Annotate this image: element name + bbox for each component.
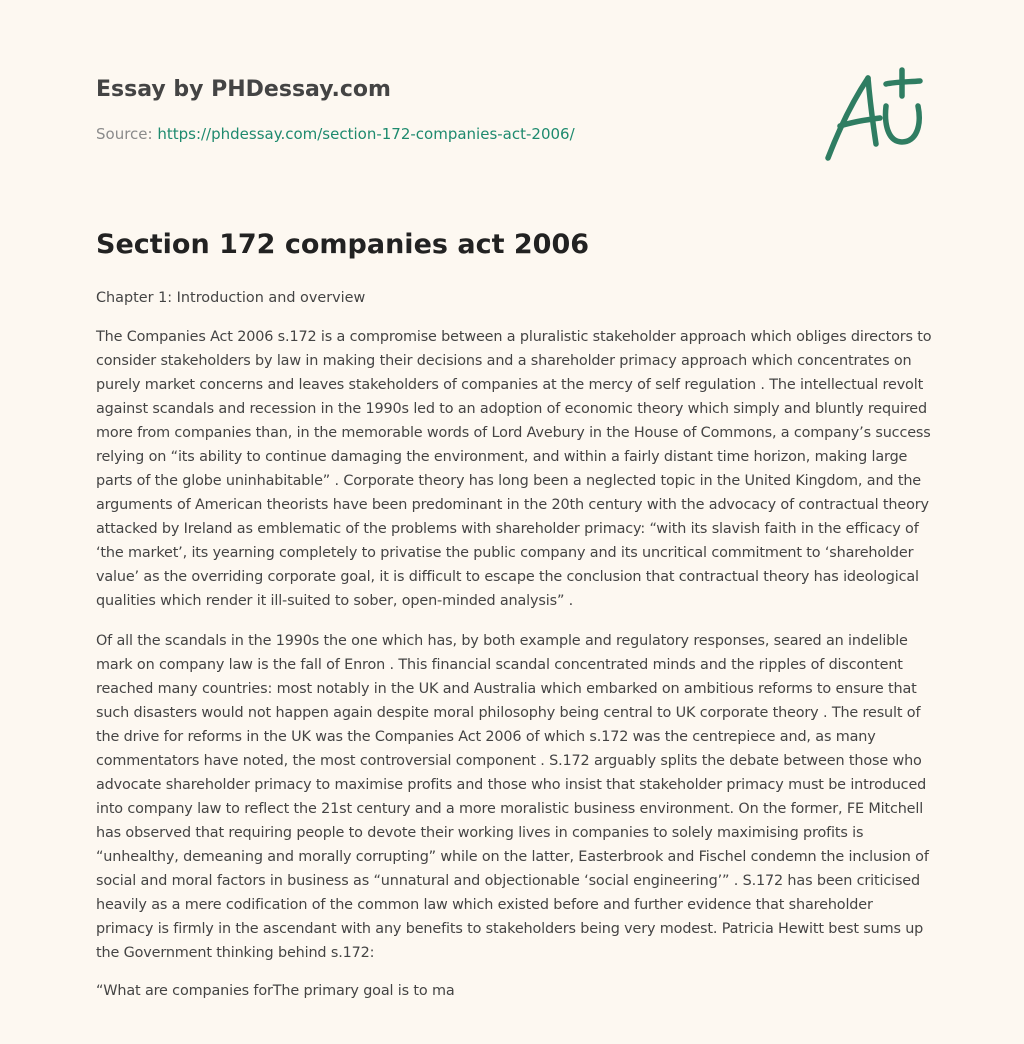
essay-paragraph: The Companies Act 2006 s.172 is a compromise between a pluralistic stakeholder approach which obliges directors to consider stakeholders by law in making their decisions and a shareholder primacy approach which concentrates on purely market concerns and leaves stakeholders of companies at the mercy of self regulation . The intellectual revolt against scandals and recession in the 1990s led to an adoption of economic theory which simply and bluntly required more from companies than, in the memorable words of Lord Avebury in the House of Commons, a company’s success relying on “its ability to continue damaging the environment, and within a fairly distant time horizon, making large parts of the globe uninhabitable” . Corporate theory has long been a neglected topic in the United Kingdom, and the arguments of American theorists have been predominant in the 20th century with the advocacy of contractual theory attacked by Ireland as emblematic of the problems with shareholder primacy: “with its slavish faith in the efficacy of ‘the market’, its yearning completely to privatise the public company and its uncritical commitment to ‘shareholder value’ as the overriding corporate goal, it is difficult to escape the conclusion that contractual theory has ideological qualities which render it ill-suited to sober, open-minded analysis” . — [96, 329, 932, 609]
essay-paragraph: Of all the scandals in the 1990s the one which has, by both example and regulatory responses, seared an indelible mark on company law is the fall of Enron . This financial scandal concentrated minds and the ripples of discontent reached many countries: most notably in the UK and Australia which embarked on ambitious reforms to ensure that such disasters would not happen again despite moral philosophy being central to UK corporate theory . The result of the drive for reforms in the UK was the Companies Act 2006 of which s.172 was the centrepiece and, as many commentators have noted, the most controversial component . S.172 arguably splits the debate between those who advocate shareholder primacy to maximise profits and those who insist that stakeholder primacy must be introduced into company law to reflect the 21st century and a more moralistic business environment. On the former, FE Mitchell has observed that requiring people to devote their working lives in companies to solely maximising profits is “unhealthy, demeaning and morally corrupting” while on the latter, Easterbrook and Fischel condemn the inclusion of social and moral factors in business as “unnatural and objectionable ‘social engineering’” . S.172 has been criticised heavily as a mere codification of the common law which existed before and further evidence that shareholder primacy is firmly in the ascendant with any benefits to stakeholders being very modest. Patricia Hewitt best sums up the Government thinking behind s.172: — [96, 633, 929, 961]
source-label: Source: — [96, 125, 158, 143]
essay-paragraph: “What are companies forThe primary goal is to ma — [96, 983, 455, 999]
brand-title: Essay by PHDessay.com — [96, 77, 391, 102]
essay-article — [96, 226, 932, 1003]
source-line — [96, 124, 796, 144]
essay-title: Section 172 companies act 2006 — [96, 229, 590, 260]
page-header — [96, 76, 796, 144]
source-link[interactable]: https://phdessay.com/section-172-companies-act-2006/ — [157, 125, 575, 143]
a-plus-logo-icon — [818, 62, 930, 166]
chapter-heading: Chapter 1: Introduction and overview — [96, 290, 366, 306]
